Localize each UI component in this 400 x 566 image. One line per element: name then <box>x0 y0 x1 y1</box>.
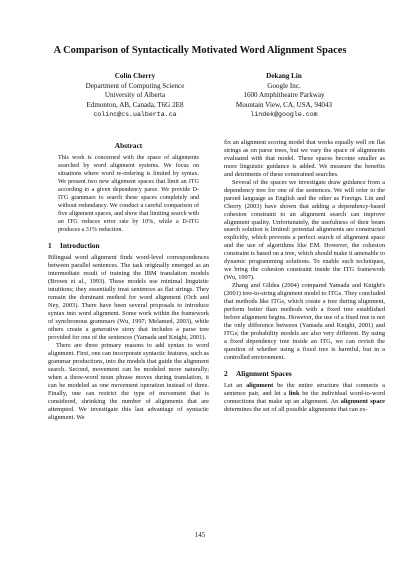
defined-term: alignment space <box>340 397 385 405</box>
author-affiliation: 1600 Amphitheatre Parkway <box>243 91 325 100</box>
page-number: 145 <box>194 532 206 539</box>
text-run: be the entire structure that connects a sentence pair, and let a <box>224 381 385 397</box>
section-title: Alignment Spaces <box>236 368 292 378</box>
text-run: Let an <box>224 381 247 389</box>
section-number: 1 <box>48 241 52 251</box>
paragraph <box>224 382 385 414</box>
author-affiliation: University of Alberta <box>104 91 166 100</box>
abstract-text: This work is concerned with the space of alignments searched by word alignment systems. We focus on situations where word re-ordering is limited by syntax. We present two new alignment spaces that limit an ITG according to a given dependency parse. We provide D-ITG grammars to search these spaces completely and without redundancy. We conduct a careful comparison of five alignment spaces, and show that limiting search with an ITG reduces error rate by 10%, while a D-ITG produces a 31% reduction. <box>58 155 199 234</box>
author-name: Colin Cherry <box>114 72 156 80</box>
author-affiliation: Google Inc. <box>267 81 301 90</box>
paragraph: fix an alignment scoring model that works equally well on flat strings as on parse trees, but we vary the space of alignments evaluated with that model. These spaces become smaller as more linguistic guidance is added. We measure the benefits and detriments of these constrained searches. <box>224 139 385 178</box>
defined-term: alignment <box>246 381 274 389</box>
left-column <box>48 139 209 421</box>
section-title: Introduction <box>60 241 100 251</box>
author-address: Edmonton, AB, Canada, T6G 2E8 <box>86 100 184 109</box>
paragraph: Bilingual word alignment finds word-level correspondences between parallel sentences. The task originally emerged as an intermediate result of training the IBM translation models (Brown et al., 1993). These models use minimal linguistic intuitions; they essentially treat sentences as flat strings. They remain the dominant method for word alignment (Och and Ney, 2003). There have been several proposals to introduce syntax into word alignment. Some work within the framework of synchronous grammars (Wu, 1997; Melamed, 2003), while others create a generative story that includes a parse tree provided for one of the sentences (Yamada and Knight, 2001). <box>48 254 209 341</box>
paragraph: There are three primary reasons to add syntax to word alignment. First, one can incorporate syntactic features, such as grammar productions, into the models that guide the alignment search. Second, movement can be modeled more naturally; when a three-word noun phrase moves during translation, it can be modeled as one movement operation instead of three. Finally, one can restrict the type of movement that is considered, shrinking the number of alignments that are attempted. We investigate this last advantage of syntactic alignment. We <box>48 341 209 421</box>
section-heading-alignment-spaces <box>224 369 385 378</box>
author-address: Mountain View, CA, USA, 94043 <box>235 100 333 109</box>
paragraph: Several of the spaces we investigate draw guidance from a dependency tree for one of the sentences. We will refer to the parsed language as English and the other as Foreign. Lin and Cherry (2003) have shown that adding a dependency-based cohesion constraint to an alignment search can improve alignment quality. Unfortunately, the usefulness of their beam search solution is limited: potential alignments are constructed explicitly, which prevents a perfect search of alignment space and the use of algorithms like EM. However, the cohesion constraint is based on a tree, which should make it amenable to dynamic programming solutions. To enable such techniques, we bring the cohesion constraint inside the ITG framework (Wu, 1997). <box>224 178 385 282</box>
abstract-heading: Abstract <box>114 141 143 150</box>
section-heading-introduction <box>48 241 209 250</box>
paper-title: A Comparison of Syntactically Motivated Word Alignment Spaces <box>53 45 347 56</box>
author-email: colinc@cs.ualberta.ca <box>93 111 177 119</box>
author-block-1 <box>50 72 220 120</box>
right-column <box>224 139 385 414</box>
author-affiliation: Department of Computing Science <box>85 81 185 90</box>
paragraph: Zhang and Gildea (2004) compared Yamada and Knight's (2001) tree-to-string alignment model to ITGs. They concluded that methods like ITGs, which create a tree during alignment, perform better than methods with a fixed tree established before alignment begins. However, the use of a fixed tree is not the only difference between (Yamada and Knight, 2001) and ITGs; the probability models are also very different. By using a fixed dependency tree inside an ITG, we can revisit the question of whether using a fixed tree is harmful, but in a controlled environment. <box>224 282 385 361</box>
author-email: lindek@google.com <box>250 111 318 119</box>
defined-term: link <box>288 389 300 397</box>
section-number: 2 <box>224 368 228 378</box>
author-name: Dekang Lin <box>266 72 302 80</box>
text-run: be the individual word-to-word connections that make up an alignment. An <box>224 389 386 405</box>
author-block-2 <box>199 72 369 120</box>
text-run: determines the set of all possible alignments that can ex- <box>224 405 368 413</box>
